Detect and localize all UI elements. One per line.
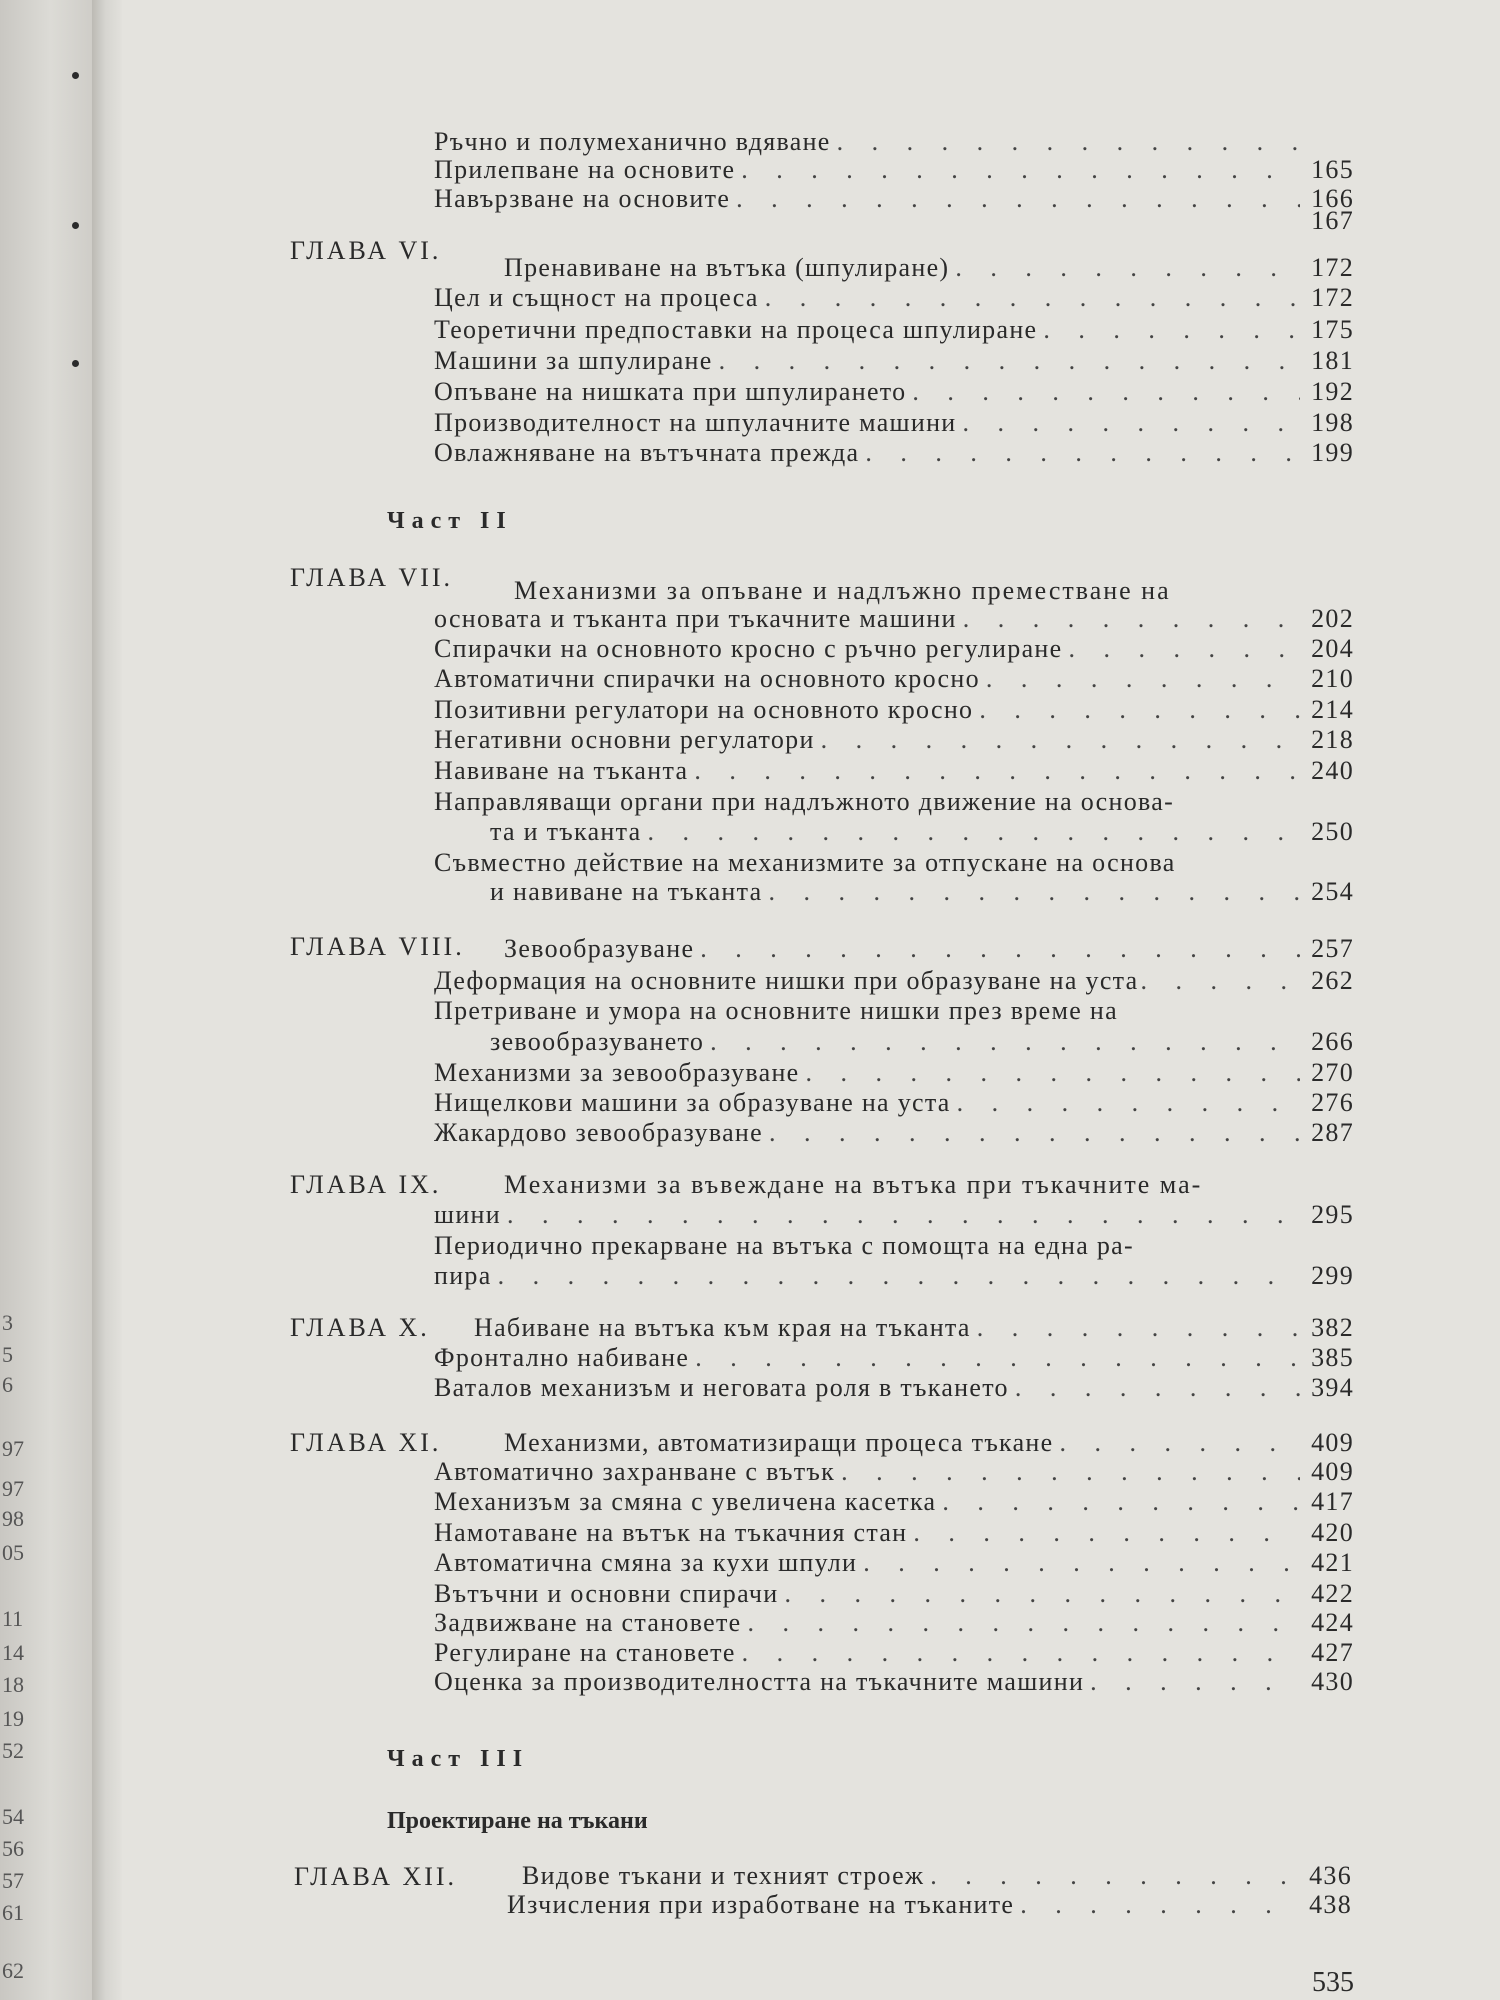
part-subtitle: Проектиране на тъкани: [387, 1808, 648, 1834]
toc-entry: [434, 377, 1354, 407]
margin-digit: 5: [2, 1342, 13, 1367]
leader-dots: [955, 253, 1300, 283]
toc-entry: [434, 315, 1354, 345]
entry-page: 409: [1311, 1457, 1354, 1486]
chapter-title: Механизми, автоматизиращи процеса тъкане: [504, 1428, 1054, 1457]
chapter-label: ГЛАВА XI.: [290, 1428, 442, 1457]
toc-entry: [434, 1373, 1354, 1403]
entry-page: 424: [1311, 1608, 1354, 1637]
leader-dots: [769, 1118, 1300, 1148]
entry-title: Деформация на основните нишки при образуване на уста: [434, 966, 1139, 995]
entry-page: 250: [1311, 817, 1354, 846]
chapter-page: 409: [1311, 1428, 1354, 1457]
chapter-entry: [504, 1428, 1354, 1458]
chapter-label: ГЛАВА IX.: [290, 1170, 442, 1199]
toc-entry: [434, 966, 1354, 996]
margin-digit: 98: [2, 1506, 24, 1531]
entry-title: Съвместно действие на механизмите за отпускане на основа: [434, 848, 1176, 877]
chapter-entry: [504, 253, 1354, 283]
entry-title: Фронтално набиване: [434, 1343, 690, 1372]
leader-dots: [700, 934, 1300, 964]
entry-page: 427: [1311, 1638, 1354, 1667]
chapter-title: Видове тъкани и техният строеж: [522, 1861, 925, 1890]
entry-title: Жакардово зевообразуване: [434, 1118, 763, 1147]
entry-title: Оценка за производителността на тъкачните машини: [434, 1667, 1085, 1696]
toc-entry: [434, 408, 1354, 438]
toc-entry: [434, 127, 1354, 157]
leader-dots: [1043, 315, 1300, 345]
entry-title: пира: [434, 1261, 492, 1290]
entry-page: 420: [1311, 1518, 1354, 1547]
toc-entry: [434, 1579, 1354, 1609]
leader-dots: [865, 438, 1300, 468]
entry-page: 385: [1311, 1343, 1354, 1372]
margin-digit: 18: [2, 1672, 24, 1697]
toc-entry: [434, 756, 1354, 786]
entry-page: 240: [1311, 756, 1354, 785]
toc-entry: [434, 1343, 1354, 1373]
entry-page: 214: [1311, 695, 1354, 724]
entry-title: Задвижване на становете: [434, 1608, 742, 1637]
margin-digit: 3: [2, 1310, 13, 1335]
entry-page: 167: [1311, 206, 1354, 235]
toc-entry: [434, 1487, 1354, 1517]
entry-title: Цел и същност на процеса: [434, 283, 759, 312]
toc-entry: [434, 725, 1354, 755]
leader-dots: [963, 408, 1301, 438]
leader-dots: [710, 1027, 1300, 1057]
entry-title: и навиване на тъканта: [490, 877, 763, 906]
entry-title: Намотаване на вътък на тъкачния стан: [434, 1518, 908, 1547]
leader-dots: [930, 1861, 1298, 1891]
entry-title: Автоматични спирачки на основното кросно: [434, 664, 980, 693]
toc-entry: [434, 438, 1354, 468]
chapter-title: Механизми за въвеждане на вътъка при тъкачните ма-: [504, 1170, 1203, 1199]
margin-digit: 05: [2, 1540, 24, 1565]
chapter-label: ГЛАВА VIII.: [290, 932, 465, 961]
margin-digit: 19: [2, 1706, 24, 1731]
chapter-entry: [504, 934, 1354, 964]
chapter-label: ГЛАВА X.: [290, 1313, 430, 1342]
leader-dots: [977, 1313, 1300, 1343]
entry-page: 422: [1311, 1579, 1354, 1608]
entry-title: Направляващи органи при надлъжното движение на основа-: [434, 787, 1175, 816]
entry-title: Теоретични предпоставки на процеса шпулиране: [434, 315, 1038, 344]
leader-dots: [942, 1487, 1300, 1517]
entry-title: Нищелкови машини за образуване на уста: [434, 1088, 951, 1117]
toc-entry: [434, 1638, 1354, 1668]
margin-digit: 62: [2, 1958, 24, 1983]
margin-digit: 52: [2, 1738, 24, 1763]
chapter-label: ГЛАВА VI.: [290, 236, 442, 265]
chapter-page: 257: [1311, 934, 1354, 963]
entry-title: Спирачки на основното кросно с ръчно регулиране: [434, 634, 1063, 663]
leader-dots: [806, 1058, 1300, 1088]
entry-title: Овлажняване на вътъчната прежда: [434, 438, 860, 467]
chapter-label: ГЛАВА VII.: [290, 563, 454, 592]
binding-thread: [72, 222, 79, 229]
entry-title: Автоматична смяна за кухи шпули: [434, 1548, 858, 1577]
margin-digit: 54: [2, 1804, 24, 1829]
toc-entry: [434, 1457, 1354, 1487]
margin-digit: 14: [2, 1640, 24, 1665]
entry-page: 266: [1311, 1027, 1354, 1056]
toc-entry: [434, 1667, 1354, 1697]
margin-digit: 97: [2, 1476, 24, 1501]
chapter-title: Зевообразуване: [504, 934, 695, 963]
leader-dots: [821, 725, 1300, 755]
part-heading: Част III: [387, 1746, 530, 1772]
entry-title: Регулиране на становете: [434, 1638, 736, 1667]
entry-page: 181: [1311, 346, 1354, 375]
chapter-entry: [474, 1313, 1354, 1343]
entry-title: Изчисления при изработване на тъканите: [507, 1890, 1015, 1919]
entry-page: 210: [1311, 664, 1354, 693]
entry-title: Ръчно и полумеханично вдяване: [434, 127, 831, 156]
leader-dots: [837, 127, 1300, 157]
leader-dots: [1060, 1428, 1301, 1458]
entry-page: 394: [1311, 1373, 1354, 1402]
toc-entry: [434, 1518, 1354, 1548]
leader-dots: [841, 1457, 1300, 1487]
chapter-page: 202: [1311, 604, 1354, 633]
chapter-title: шини: [434, 1200, 501, 1229]
chapter-title: Механизми за опъване и надлъжно преместване на: [514, 576, 1171, 605]
leader-dots: [694, 756, 1300, 786]
entry-page: 166: [1311, 184, 1354, 213]
leader-dots: [1141, 966, 1305, 996]
toc-entry: [434, 1548, 1354, 1578]
entry-page: 254: [1311, 877, 1354, 906]
entry-page: 276: [1311, 1088, 1354, 1117]
toc-entry: [434, 1058, 1354, 1088]
toc-entry: [434, 283, 1354, 313]
toc-entry: [490, 877, 1354, 907]
leader-dots: [957, 1088, 1300, 1118]
chapter-entry: [434, 604, 1354, 634]
margin-digit: 57: [2, 1868, 24, 1893]
toc-entry: [434, 346, 1354, 376]
toc-entry: [434, 695, 1354, 725]
entry-page: 421: [1311, 1548, 1354, 1577]
entry-title: зевообразуването: [490, 1027, 705, 1056]
leader-dots: [912, 377, 1300, 407]
entry-page: 165: [1311, 155, 1354, 184]
chapter-page: 382: [1311, 1313, 1354, 1342]
margin-digit: 6: [2, 1372, 13, 1397]
leader-dots: [1090, 1667, 1300, 1697]
toc-entry: [490, 817, 1354, 847]
entry-page: 299: [1311, 1261, 1354, 1290]
toc-entry: [434, 634, 1354, 664]
entry-page: 218: [1311, 725, 1354, 754]
entry-page: 199: [1311, 438, 1354, 467]
leader-dots: [863, 1548, 1300, 1578]
entry-page: 198: [1311, 408, 1354, 437]
leader-dots: [742, 1638, 1300, 1668]
chapter-label: ГЛАВА XII.: [294, 1862, 458, 1891]
entry-page: 175: [1311, 315, 1354, 344]
toc-entry: [507, 1890, 1352, 1920]
entry-title: Производителност на шпулачните машини: [434, 408, 957, 437]
leader-dots: [784, 1579, 1300, 1609]
leader-dots: [913, 1518, 1300, 1548]
entry-page: 287: [1311, 1118, 1354, 1147]
entry-title: Позитивни регулатори на основното кросно: [434, 695, 974, 724]
part-heading: Част II: [387, 508, 513, 534]
chapter-entry: [434, 1200, 1354, 1230]
leader-dots: [1015, 1373, 1300, 1403]
leader-dots: [979, 695, 1300, 725]
margin-digit: 56: [2, 1836, 24, 1861]
entry-title: Опъване на нишката при шпулирането: [434, 377, 907, 406]
entry-title: Автоматично захранване с вътък: [434, 1457, 836, 1486]
binding-thread: [72, 72, 79, 79]
chapter-page: 295: [1311, 1200, 1354, 1229]
entry-title: Навързване на основите: [434, 184, 731, 213]
toc-entry: [434, 1261, 1354, 1291]
entry-page: 270: [1311, 1058, 1354, 1087]
leader-dots: [498, 1261, 1300, 1291]
book-spine: [92, 0, 122, 2000]
entry-title: Механизми за зевообразуване: [434, 1058, 800, 1087]
chapter-entry: [522, 1861, 1352, 1891]
toc-entry: [434, 1118, 1354, 1148]
entry-title: та и тъканта: [490, 817, 642, 846]
leader-dots: [695, 1343, 1300, 1373]
leader-dots: [768, 877, 1300, 907]
leader-dots: [647, 817, 1300, 847]
entry-page: 438: [1309, 1890, 1352, 1919]
leader-dots: [765, 283, 1300, 313]
toc-entry: [434, 1088, 1354, 1118]
leader-dots: [747, 1608, 1300, 1638]
toc-entry: [434, 155, 1354, 185]
leader-dots: [1020, 1890, 1298, 1920]
entry-title: Механизъм за смяна с увеличена касетка: [434, 1487, 937, 1516]
entry-page: 430: [1311, 1667, 1354, 1696]
entry-page: 262: [1311, 966, 1354, 995]
entry-page: 417: [1311, 1487, 1354, 1516]
toc-entry: [434, 206, 1354, 236]
entry-title: Навиване на тъканта: [434, 756, 689, 785]
binding-thread: [72, 360, 79, 367]
toc-page: [122, 0, 1500, 2000]
entry-title: Периодично прекарване на вътъка с помощта на една ра-: [434, 1231, 1134, 1260]
chapter-title: основата и тъканта при тъкачните машини: [434, 604, 957, 633]
entry-title: Негативни основни регулатори: [434, 725, 815, 754]
toc-entry: [490, 1027, 1354, 1057]
entry-title: Ваталов механизъм и неговата роля в тъкането: [434, 1373, 1009, 1402]
left-page-edge: [0, 0, 92, 2000]
entry-title: Прилепване на основите: [434, 155, 736, 184]
leader-dots: [986, 664, 1300, 694]
page-number: 535: [1312, 1967, 1354, 1998]
entry-title: Вътъчни и основни спирачи: [434, 1579, 779, 1608]
margin-digit: 11: [2, 1606, 24, 1631]
entry-page: 172: [1311, 283, 1354, 312]
margin-digit: 97: [2, 1436, 24, 1461]
chapter-page: 436: [1309, 1861, 1352, 1890]
leader-dots: [507, 1200, 1300, 1230]
leader-dots: [1068, 634, 1300, 664]
entry-title: Машини за шпулиране: [434, 346, 713, 375]
chapter-title: Пренавиване на вътъка (шпулиране): [504, 253, 950, 282]
leader-dots: [719, 346, 1300, 376]
margin-digit: 61: [2, 1900, 24, 1925]
entry-title: Претриване и умора на основните нишки през време на: [434, 996, 1118, 1025]
chapter-page: 172: [1311, 253, 1354, 282]
leader-dots: [963, 604, 1300, 634]
entry-page: 204: [1311, 634, 1354, 663]
chapter-title: Набиване на вътъка към края на тъканта: [474, 1313, 971, 1342]
entry-page: 192: [1311, 377, 1354, 406]
leader-dots: [741, 155, 1300, 185]
toc-entry: [434, 1608, 1354, 1638]
toc-entry: [434, 664, 1354, 694]
